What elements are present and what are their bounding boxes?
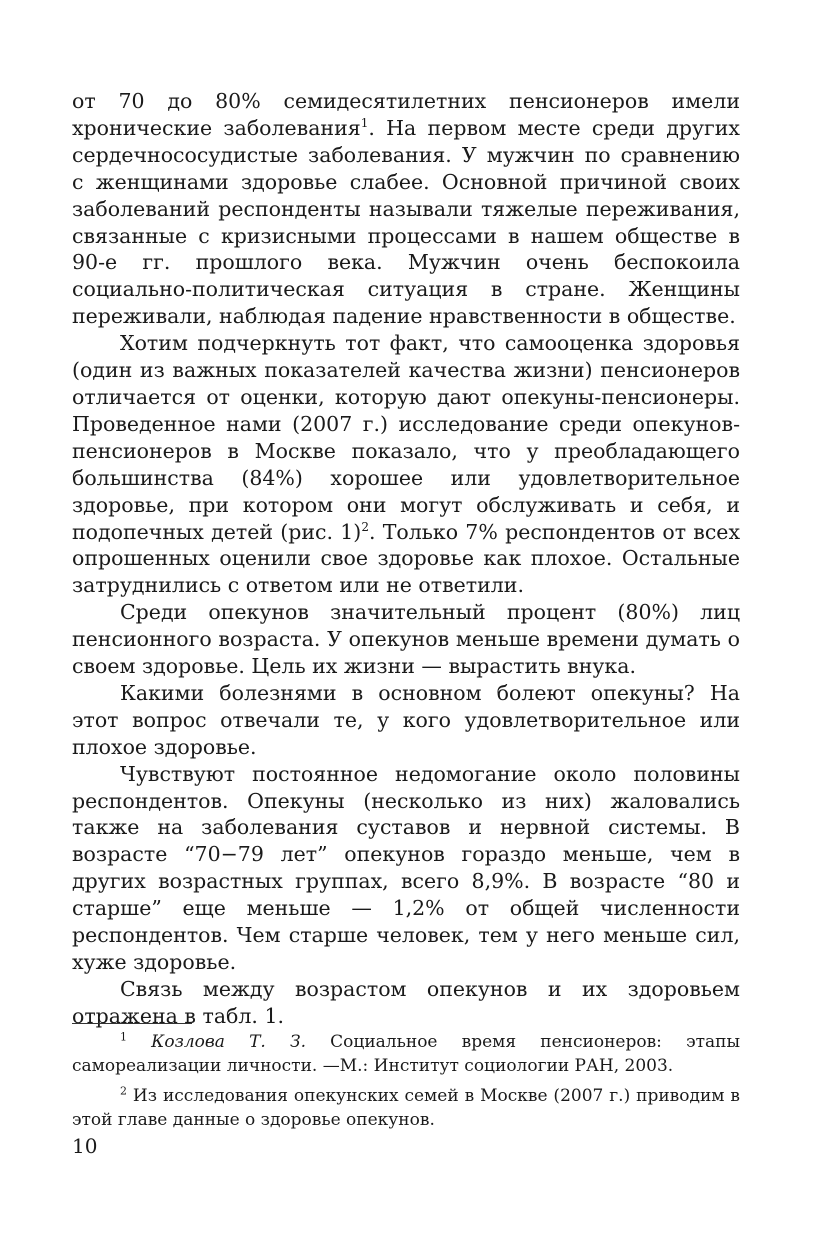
footnote-2 xyxy=(72,1084,740,1132)
paragraph-3 xyxy=(72,599,740,680)
paragraph-6 xyxy=(72,976,740,1030)
footnote-1-author: Козлова Т. З. xyxy=(151,1032,306,1052)
footnotes xyxy=(72,1030,740,1138)
footnote-divider xyxy=(72,1023,192,1024)
paragraph-3-text: Среди опекунов значительный процент (80%) лиц пенсионного возраста. У опекунов меньше времени думать о своем здоровье. Цель их жизни — вырастить внука. xyxy=(72,600,740,679)
footnote-2-text: Из исследования опекунских семей в Москве (2007 г.) приводим в этой главе данные о здоровье опекунов. xyxy=(72,1086,740,1130)
paragraph-2-text: Хотим подчеркнуть тот факт, что самооценка здоровья (один из важных показателей качества жизни) пенсионеров отличается от оценки, которую дают опекуны-пенсионеры. Проведенное нами (2007 г.) исследование среди опекунов-пенсионеров в Москве показало, что у преобладающего большинства (84%) хорошее или удовлетворительное здоровье, при котором они могут обслуживать и себя, и подопечных детей (рис. 1) xyxy=(72,331,740,544)
paragraph-4 xyxy=(72,680,740,761)
footnote-1-number: 1 xyxy=(120,1030,127,1044)
paragraph-1 xyxy=(72,88,740,330)
paragraph-5-text: Чувствуют постоянное недомогание около половины респондентов. Опекуны (несколько из них) жаловались также на заболевания суставов и нервной системы. В возрасте “70−79 лет” опекунов гораздо меньше, чем в других возрастных группах, всего 8,9%. В возрасте “80 и старше” еще меньше — 1,2% от общей численности респондентов. Чем старше человек, тем у него меньше сил, хуже здоровье. xyxy=(72,761,740,974)
body-text xyxy=(72,88,740,1030)
footnote-ref-1: 1 xyxy=(360,116,369,131)
footnote-2-number: 2 xyxy=(120,1084,127,1098)
paragraph-4-text: Какими болезнями в основном болеют опекуны? На этот вопрос отвечали те, у кого удовлетворительное или плохое здоровье. xyxy=(72,680,740,759)
paragraph-2-text-cont: . Только 7% респондентов от всех опрошенных оценили свое здоровье как плохое. Остальные затруднились с ответом или не ответили. xyxy=(72,519,741,598)
paragraph-2 xyxy=(72,330,740,599)
page-number: 10 xyxy=(72,1134,98,1158)
paragraph-5 xyxy=(72,761,740,976)
footnote-1 xyxy=(72,1030,740,1078)
paragraph-6-text: Связь между возрастом опекунов и их здоровьем отражена в табл. 1. xyxy=(72,976,740,1028)
footnote-ref-2: 2 xyxy=(361,519,369,534)
paragraph-1-text-cont: . На первом месте среди других сердечнососудистые заболевания. У мужчин по сравнению с женщинами здоровье слабее. Основной причиной своих заболеваний респонденты называли тяжелые переживания, связанные с кризисными процессами в нашем обществе в 90-е гг. прошлого века. Мужчин очень беспокоила социально-политическая ситуация в стране. Женщины переживали, наблюдая падение нравственности в обществе. xyxy=(72,115,740,329)
paragraph-1-text: от 70 до 80% семидесятилетних пенсионеров имели хронические заболевания xyxy=(72,89,740,140)
footnote-1-text: Социальное время пенсионеров: этапы самореализации личности. —М.: Институт социологии РАН, 2003. xyxy=(72,1032,740,1076)
